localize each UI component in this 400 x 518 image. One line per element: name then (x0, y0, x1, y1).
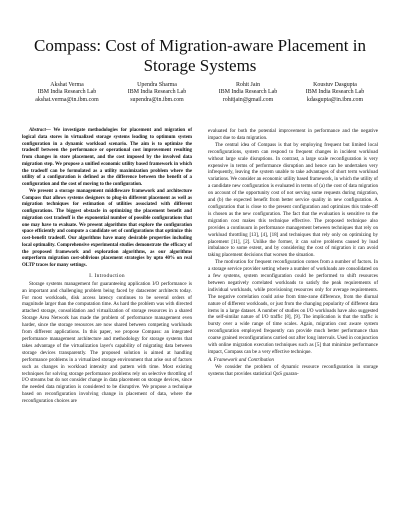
intro-paragraph-1: Storage systems management for guaranteeing application I/O performance is an important and challenging problem being faced by datacenter architects today. For most workloads, disk access latency continues to be several orders of magnitude larger than the computation time. As hard the problem was with directed attached storage, consolidation and virtualization of storage resources in a shared Storage Area Network has made the problem of performance management even harder, since the storage resources are now shared between competing workloads from different applications. In this paper, we propose Compass: an integrated performance management architecture and methodology for storage systems that takes advantage of the virtualization layer's capability of migrating data between storage devices transparently. The proposed solution is aimed at handling performance problems in a virtualized storage environment that arise out of factors such as changes in workload intensity and pattern with time. Most existing techniques for solving storage performance problems rely on selective throttling of I/O streams but do not consider change in data placement on storage devices, since the needed data migration is considered to be disruptive. We propose a technique based on reconfiguration involving change in placement of data, where the reconfiguration choices are (22, 280, 192, 405)
section-heading-introduction: I. Introduction (89, 272, 125, 279)
author-affiliation: IBM India Research Lab (127, 89, 187, 96)
author-name: Akshat Verma (50, 82, 84, 88)
abstract-paragraph-2: We present a storage management middleware framework and architecture Compass that allows systems designers to plug-in different placement as well as migration techniques for estimation of utilities associated with different configurations. The biggest obstacle in optimizing the placement benefit and migration cost tradeoff is the exponential number of possible configurations that one may have to evaluate. We present algorithms that explore the configuration space efficiently and compute a candidate set of configurations that optimize this cost-benefit tradeoff. Our algorithms have many desirable properties including local optimality. Comprehensive experimental studies demonstrate the efficacy of the proposed framework and exploration algorithms, as our algorithms outperform migration cost-oblivious placement strategies by upto 40% on real OLTP traces for many settings. (22, 188, 192, 268)
right-paragraph-3: The motivation for frequent reconfiguration comes from a number of factors. In a storage service provider setting where a number of workloads are consolidated on a few systems, system reconfiguration could be performed to shift resources between negatively correlated workloads to satisfy the peak requirements of individual workloads, while provisioning resources only for average requirements. The negative correlation could arise from time-zone difference, from the diurnal nature of different workloads, or just from the changing popularity of different data items in a large dataset. A number of studies on I/O workloads have also suggested the self-similar nature of I/O traffic [8], [9]. The implication is that the traffic is bursty over a wide range of time scales. Again, migration cost aware system reconfiguration employed frequently can provide much better performance than coarse grained reconfigurations carried out after long intervals. Used in conjunction with online migration execution techniques such as [5] that minimize performance impact, Compass can be a very effective technique. (208, 259, 378, 355)
abstract-text-1: — We investigate methodologies for placement and migration of logical data stores in virtualized storage systems leading to optimum system configuration in a dynamic workload scenario. The aim is to optimize the tradeoff between the performance or operational cost improvement resulting from changes in store placement, and the cost imposed by the involved data migration step. We propose a unified economic utility based framework in which the tradeoff can be formulated as a utility maximization problem where the utility of a configuration is defined as the difference between the benefit of a configuration and the cost of moving to the configuration. (22, 128, 192, 187)
author-affiliation: IBM India Research Lab (305, 89, 365, 96)
author-affiliation: IBM India Research Lab (218, 89, 278, 96)
author-email: supendra@in.ibm.com (130, 96, 184, 103)
author-email: rohitjain@gmail.com (222, 96, 274, 103)
right-paragraph-4: We consider the problem of dynamic resource reconfiguration in storage systems that provides statistical QoS guaran- (208, 363, 378, 377)
abstract-lead: Abstract (29, 128, 46, 133)
right-column (208, 128, 378, 378)
left-column (22, 128, 192, 405)
author-email: kdasgupta@in.ibm.com (306, 96, 364, 103)
right-paragraph-2: The central idea of Compass is that by employing frequent but limited local reconfigurations, system can respond to frequent changes in incident workload without large scale disruptions. In contrast, a large scale reconfiguration is very expensive in terms of performance disruption and hence can be undertaken very infrequently, leaving the system unable to take advantages of short term workload variations. We consider an economic utility based framework, in which the utility of a candidate new configuration is evaluated in terms of (a) the cost of data migration on account of the opportunity cost of not serving some requests during migration, and (b) the expected benefit from better service quality in new configuration. A configuration that is close to the present configuration and optimizes this trade-off is chosen as the new configuration. The fact that the evaluation is sensitive to the migration cost makes this technique effective. The proposed technique also provides a continuum in performance management between techniques that rely on workload throttling [13], [4], [18] and techniques that rely only on optimizing by placement [11], [2]. Unlike the former, it can solve problems caused by load imbalance to some extent, and by considering the cost of migration it can avoid taking placement decisions that worsen the situation. (208, 141, 378, 259)
author-affiliation: IBM India Research Lab (37, 89, 97, 96)
subsection-heading-framework: A. Framework and Contribution (208, 356, 274, 363)
author-name: Koustuv Dasgupta (313, 82, 357, 88)
author-email: akshat.verma@in.ibm.com (35, 96, 99, 103)
author-block (22, 82, 378, 132)
author-name: Upendra Sharma (137, 82, 177, 88)
author-1 (22, 82, 112, 104)
abstract-paragraph-1 (22, 128, 192, 189)
right-paragraph-1: evaluated for both the potential improvement in performance and the negative impact due to data migration. (208, 128, 378, 141)
author-3 (203, 82, 293, 104)
paper-title: Compass: Cost of Migration-aware Placement in Storage Systems (34, 36, 366, 75)
author-2 (112, 82, 202, 104)
author-4 (290, 82, 380, 104)
author-name: Rohit Jain (235, 82, 261, 88)
